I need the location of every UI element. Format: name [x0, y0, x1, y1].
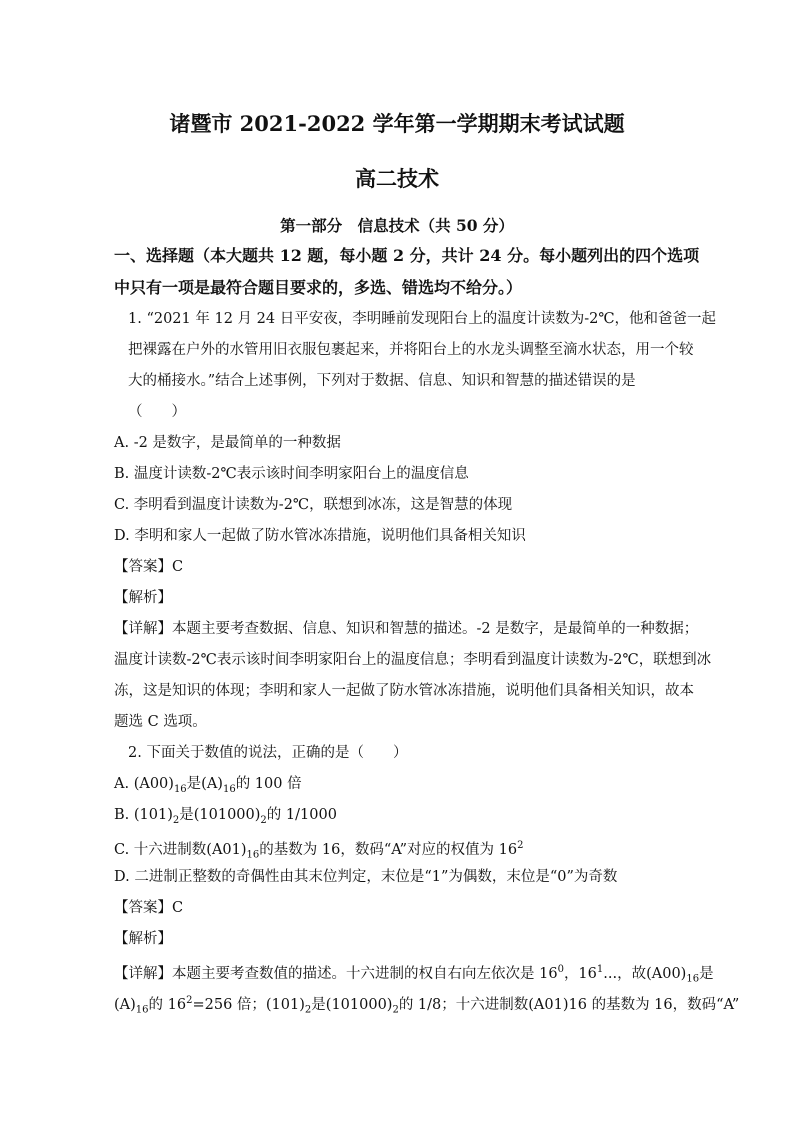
part-heading-line-1: 一、选择题（本大题共 12 题，每小题 2 分，共计 24 分。每小题列出的四个选项 [114, 246, 700, 265]
q1-stem-line-1: 1. “2021 年 12 月 24 日平安夜，李明睡前发现阳台上的温度计读数为-2℃，他和爸爸一起 [128, 311, 717, 327]
q2-detail-1-sup-2: 1 [596, 964, 604, 975]
q2-detail-2-text-5: 的 1/8；十六进制数(A01)16 的基数为 16，数码“A” [398, 996, 740, 1013]
q2-option-c-sub-1: 16 [246, 849, 260, 861]
q2-detail-1-text-3: ...，故(A00) [603, 965, 687, 982]
q2-detail-line-1 [114, 960, 714, 990]
q2-option-b-prefix: B. (101) [114, 807, 173, 823]
q1-option-b: B. 温度计读数-2℃表示该时间李明家阳台上的温度信息 [114, 466, 469, 482]
q2-detail-1-sup-1: 0 [557, 964, 564, 975]
q1-analysis-label: 【解析】 [114, 590, 172, 606]
q2-answer: 【答案】C [114, 900, 184, 916]
q2-option-a-sub-1: 16 [173, 783, 187, 795]
q1-paren: （ ） [128, 404, 186, 420]
q2-option-a-suffix: 的 100 倍 [235, 776, 302, 792]
q2-detail-1-sub-1: 16 [686, 973, 700, 985]
q2-detail-1-text-4: 是 [699, 965, 714, 982]
q1-detail-line-4: 题选 C 选项。 [114, 714, 207, 730]
q2-detail-2-sub-1: 16 [135, 1004, 149, 1016]
q2-detail-2-sub-3: 2 [392, 1004, 399, 1016]
q2-option-b-suffix: 的 1/1000 [266, 807, 337, 823]
q2-stem: 2. 下面关于数值的说法，正确的是（ ） [128, 745, 408, 761]
q1-answer: 【答案】C [114, 559, 184, 575]
q2-option-c-sup: 2 [517, 840, 524, 851]
q1-detail-line-3: 冻，这是知识的体现；李明和家人一起做了防水管冰冻措施，说明他们具备相关知识，故本 [114, 683, 694, 699]
q2-option-a-sub-2: 16 [222, 783, 236, 795]
q1-stem-line-2: 把裸露在户外的水管用旧衣服包裹起来，并将阳台上的水龙头调整至滴水状态，用一个较 [128, 342, 694, 358]
q1-option-c: C. 李明看到温度计读数为-2℃，联想到冰冻，这是智慧的体现 [114, 497, 513, 513]
q2-option-b-sub-1: 2 [172, 814, 180, 826]
part-heading-line-2: 中只有一项是最符合题目要求的，多选、错选均不给分。） [114, 278, 523, 297]
q1-stem-line-3: 大的桶接水。”结合上述事例，下列对于数据、信息、知识和智慧的描述错误的是 [128, 373, 636, 389]
q2-option-b-mid: 是(101000) [179, 807, 261, 823]
q2-option-d: D. 二进制正整数的奇偶性由其末位判定，末位是“1”为偶数，末位是“0”为奇数 [114, 869, 618, 885]
q1-detail-line-2: 温度计读数-2℃表示该时间李明家阳台上的温度信息；李明看到温度计读数为-2℃，联想到冰 [114, 652, 712, 668]
q2-option-c-prefix: C. 十六进制数(A01) [114, 841, 247, 858]
q2-detail-2-text-2: 的 16 [148, 996, 187, 1013]
q2-detail-2-sub-2: 2 [304, 1004, 312, 1016]
q2-detail-2-sup-1: 2 [186, 995, 193, 1006]
q1-option-a: A. -2 是数字，是最简单的一种数据 [114, 435, 341, 451]
q2-option-a [114, 774, 302, 800]
q2-detail-2-text-3: =256 倍；(101) [192, 996, 305, 1013]
q2-detail-line-2 [114, 991, 739, 1021]
q2-option-c-mid: 的基数为 16，数码“A”对应的权值为 16 [259, 841, 518, 858]
q2-detail-1-text-2: ，16 [563, 965, 597, 982]
q2-detail-2-text-1: (A) [114, 996, 136, 1013]
document-title: 诸暨市 2021-2022 学年第一学期期末考试试题 [169, 111, 625, 136]
q2-option-b-sub-2: 2 [260, 814, 267, 826]
q2-option-a-prefix: A. (A00) [114, 776, 174, 792]
q2-detail-1-text-1: 【详解】本题主要考查数值的描述。十六进制的权自右向左依次是 16 [114, 965, 558, 982]
q1-detail-line-1: 【详解】本题主要考查数据、信息、知识和智慧的描述。-2 是数字，是最简单的一种数据； [114, 621, 699, 637]
section-heading: 第一部分 信息技术（共 50 分） [280, 216, 514, 235]
document-subtitle: 高二技术 [355, 166, 439, 191]
q2-detail-2-text-4: 是(101000) [311, 996, 393, 1013]
q1-option-d: D. 李明和家人一起做了防水管冰冻措施，说明他们具备相关知识 [114, 528, 526, 544]
q2-option-c [114, 836, 523, 866]
q2-analysis-label: 【解析】 [114, 931, 172, 947]
q2-option-a-mid: 是(A) [186, 776, 223, 792]
q2-option-b [114, 805, 337, 831]
